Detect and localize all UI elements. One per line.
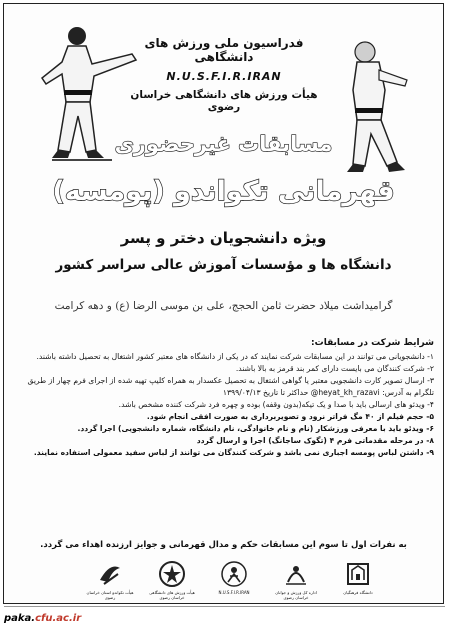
taekwondo-athlete-female-icon <box>335 30 425 180</box>
footer-prefix: paka. <box>4 612 36 624</box>
logo-item <box>84 560 136 600</box>
federation-logo-icon <box>220 560 248 588</box>
board-title: هیأت ورزش های دانشگاهی خراسان رضوی <box>130 89 318 113</box>
site-footer <box>4 606 445 629</box>
federation-header <box>114 36 334 113</box>
condition-item: ۸- در مرحله مقدماتی فرم ۴ (تگوک ساجانگ) اجرا و ارسال گردد <box>196 436 434 445</box>
occasion-line: گرامیداشت میلاد حضرت ثامن الحجج، علی بن موسی الرضا (ع) و دهه کرامت <box>54 300 393 312</box>
conditions-title: شرایط شرکت در مسابقات: <box>311 338 434 348</box>
logo-item <box>208 560 260 595</box>
logo-item <box>270 560 322 600</box>
condition-item: ۶- ویدئو باید با معرفی ورزشکار (نام و نام خانوادگی، نام دانشگاه، شماره دانشجویی) اجرا گردد. <box>77 424 434 433</box>
poster <box>3 3 444 604</box>
conditions-section <box>14 337 434 459</box>
scope-line: دانشگاه ها و مؤسسات آموزش عالی سراسر کشور <box>55 257 392 273</box>
taekwondo-board-logo-icon <box>96 560 124 588</box>
audience-line: ویژه دانشجویان دختر و پسر <box>120 229 327 247</box>
condition-item: ۳- ارسال تصویر کارت دانشجویی معتبر یا گواهی اشتغال به تحصیل عکسدار به همراه کلیپ تهیه شده از اجرای فرم چهار از طریق تلگرام به آدرس: heyat_kh_razavi@ حداکثر تا تاریخ ۱۳۹۹/۰۴/۱۳ <box>27 376 434 397</box>
competition-title: مسابقات غیرحضوری <box>114 132 333 156</box>
logo-item <box>146 560 198 600</box>
logo-caption: اداره کل ورزش و جوانان خراسان رضوی <box>275 590 317 600</box>
sponsor-logos <box>84 560 384 604</box>
condition-item: ۲- شرکت کنندگان می بایست دارای کمر بند قرمز به بالا باشند. <box>235 364 434 373</box>
condition-item: ۹- داشتن لباس پومسه اجباری نمی باشد و شرکت کنندگان می توانند از لباس سفید معمولی استفاده نمایند. <box>33 448 434 457</box>
condition-item: ۴- ویدئو های ارسالی باید با صدا و یک تیکه(بدون وقفه) بوده و چهره فرد شرکت کننده مشخص باشد. <box>118 400 434 409</box>
farhangian-university-logo-icon <box>344 560 372 588</box>
university-sports-board-logo-icon <box>158 560 186 588</box>
logo-caption: دانشگاه فرهنگیان <box>343 590 373 595</box>
logo-item <box>332 560 384 595</box>
prize-note: به نفرات اول تا سوم این مسابقات حکم و مدال قهرمانی و جوایز ارزنده اهداء می گردد. <box>40 540 407 550</box>
federation-abbreviation: N.U.S.F.I.R.IRAN <box>166 70 282 83</box>
logo-caption: هیأت ورزش های دانشگاهی خراسان رضوی <box>149 590 195 600</box>
federation-title: فدراسیون ملی ورزش های دانشگاهی <box>144 36 304 64</box>
logo-caption: هیأت تکواندو استان خراسان رضوی <box>86 590 134 600</box>
logo-caption: N.U.S.F.I.R.IRAN <box>218 590 250 595</box>
youth-sports-logo-icon <box>282 560 310 588</box>
footer-domain-link[interactable]: cfu.ac.ir <box>35 612 82 624</box>
condition-item: ۱- دانشجویانی می توانند در این مسابقات شرکت نمایند که در یکی از دانشگاه های معتبر کشور اشتغال به تحصیل داشته باشند. <box>36 352 434 361</box>
condition-item: ۵- حجم فیلم از ۴۰ مگ فراتر نرود و تصویربرداری به صورت افقی انجام شود. <box>146 412 434 421</box>
championship-title: قهرمانی تکواندو (پومسه) <box>52 176 395 207</box>
